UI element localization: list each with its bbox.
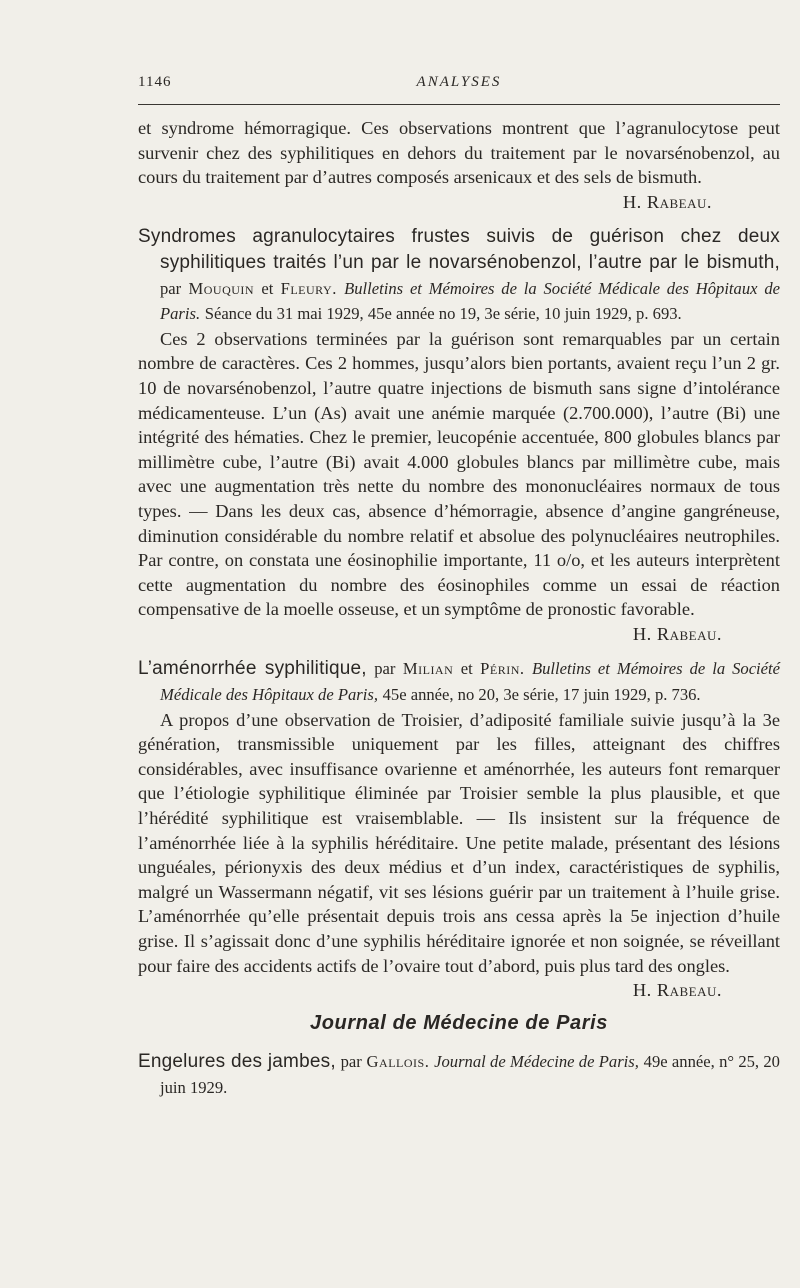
page-header (138, 72, 780, 98)
signature: H. Rabeau. (632, 980, 722, 1001)
running-title: ANALYSES (416, 74, 502, 90)
author-name: Milian (402, 659, 454, 679)
journal-name: Bulletins et Mémoires de la Société Médicale des Hôpitaux de Paris. (160, 278, 780, 324)
header-rule (138, 104, 780, 105)
entry-title: L’aménorrhée syphilitique, (138, 658, 367, 680)
author-name: Fleury. (280, 278, 337, 298)
signature: H. Rabeau. (632, 623, 722, 644)
entry-title: Engelures des jambes, (138, 1051, 336, 1073)
signature: H. Rabeau. (622, 191, 712, 212)
continued-paragraph: et syndrome hémorragique. Ces observations montrent que l’agranulocytose peut survenir chez des syphilitiques en dehors du traitement par le novarsénobenzol, au cours du traitement par d’autres composés arsenicaux et des sels de bismuth. (138, 118, 780, 188)
section-heading: Journal de Médecine de Paris (309, 1011, 608, 1034)
journal-name: Journal de Médecine de Paris, (434, 1052, 639, 1072)
abstract-body: Ces 2 observations terminées par la guérison sont remarquables par un certain nombre de caractères. Ces 2 hommes, jusqu’alors bien portants, avaient reçu l’un 2 gr. 10 de novarsénobenzol, l’autre quatre injections de bismuth sans signe d’intolérance médicamenteuse. L’un (As) avait une anémie marquée (2.700.000), l’autre (Bi) une intégrité des hématies. Chez le premier, leucopénie accentuée, 800 globules blancs par millimètre cube, l’autre (Bi) avait 4.000 globules blancs par millimètre cube, mais avec une augmentation très nette du nombre des mononucléaires normaux de tous types. — Dans les deux cas, absence d’hémorragie, absence d’angine gangréneuse, diminution considérable du nombre relatif et absolue des polynucléaires neutrophiles. Par contre, on constata une éosinophilie importante, 11 o/o, et les auteurs interprètent cette augmentation du nombre des éosinophiles comme un essai de réaction compensative de la moelle osseuse, et un symptôme de pronostic favorable. (138, 328, 780, 620)
page-content (138, 116, 780, 1101)
citation-details: 49e année, n° 25, 20 juin 1929. (160, 1052, 780, 1097)
page-number: 1146 (138, 74, 172, 90)
abstract-entry-heading: Engelures des jambes, par Gallois. Journal de Médecine de Paris, 49e année, n° 25, 20 juin 1929. (138, 1051, 780, 1097)
abstract-body: A propos d’une observation de Troisier, d’adiposité familiale suivie jusqu’à la 3e génération, transmissible uniquement par les filles, atteignant des chiffres considérables, avec insuffisance ovarienne et aménorrhée, les auteurs font remarquer que l’étiologie syphilitique éliminée par Troisier semble la plus plausible, et que l’hérédité syphilitique est vraisemblable. — Ils insistent sur la fréquence de l’aménorrhée liée à la syphilis héréditaire. Une petite malade, présentant des lésions unguéales, périonyxis des deux médius et d’un index, caractéristiques de syphilis, malgré un Wassermann négatif, vit ses lésions guérir par un traitement à l’huile grise. L’aménorrhée qu’elle présentait depuis trois ans cessa après la 5e injection d’huile grise. Il s’agissait donc d’une syphilis héréditaire ignorée et non soignée, se réveillant pour faire des accidents actifs de l’ovaire tout d’abord, puis plus tard des ongles. (138, 709, 780, 976)
abstract-entry-heading: Syndromes agranulocytaires frustes suivis de guérison chez deux syphilitiques traités l’un par le novarsénobenzol, l’autre par le bismuth, par Mouquin et Fleury. Bulletins et Mémoires de la Société Médicale des Hôpitaux de Paris. Séance du 31 mai 1929, 45e année no 19, 3e série, 10 juin 1929, p. 693. (138, 226, 780, 324)
citation-details: Séance du 31 mai 1929, 45e année no 19, 3e série, 10 juin 1929, p. 693. (204, 304, 682, 324)
journal-name: Bulletins et Mémoires de la Société Médicale des Hôpitaux de Paris, (160, 659, 781, 705)
abstract-entry-heading: L’aménorrhée syphilitique, par Milian et Périn. Bulletins et Mémoires de la Société Médicale des Hôpitaux de Paris, 45e année, no 20, 3e série, 17 juin 1929, p. 736. (138, 658, 781, 705)
author-name: Mouquin (188, 278, 255, 298)
author-name: Gallois. (366, 1052, 430, 1072)
citation-details: 45e année, no 20, 3e série, 17 juin 1929, p. 736. (382, 685, 701, 705)
author-name: Périn. (480, 659, 525, 679)
entry-title: Syndromes agranulocytaires frustes suivis de guérison chez deux syphilitiques traités l’un par le novarsénobenzol, l’autre par le bismuth, (138, 226, 780, 273)
